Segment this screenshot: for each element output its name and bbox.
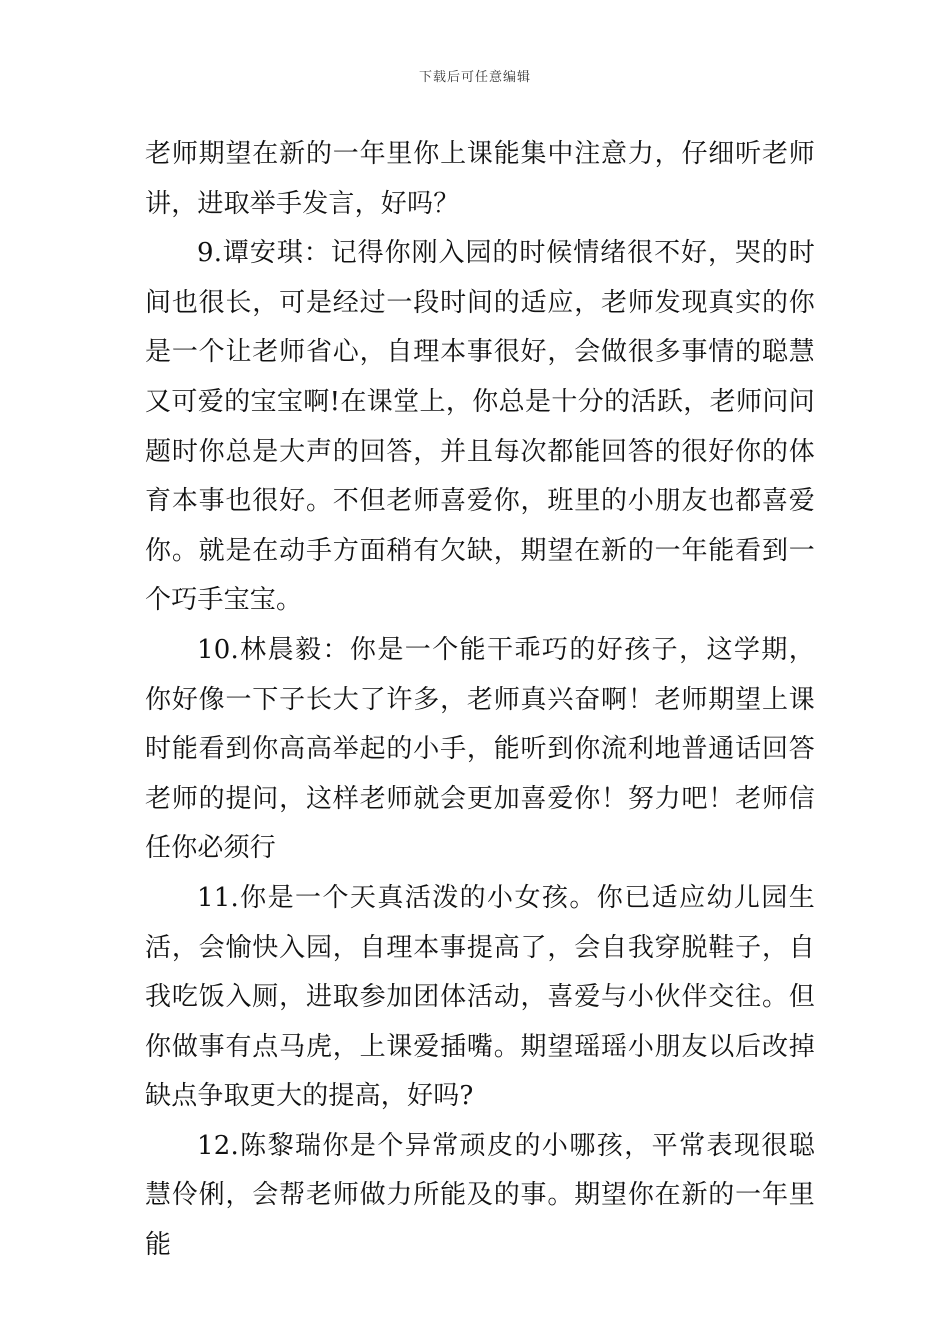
document-body — [145, 130, 815, 1271]
paragraph-2: 9.谭安琪：记得你刚入园的时候情绪很不好，哭的时间也很长，可是经过一段时间的适应，老师发现真实的你是一个让老师省心，自理本事很好，会做很多事情的聪慧又可爱的宝宝啊!在课堂上，你总是十分的活跃，老师问问题时你总是大声的回答，并且每次都能回答的很好你的体育本事也很好。不但老师喜爱你，班里的小朋友也都喜爱你。就是在动手方面稍有欠缺，期望在新的一年能看到一个巧手宝宝。 — [145, 238, 815, 616]
paragraph-3: 10.林晨毅：你是一个能干乖巧的好孩子，这学期，你好像一下子长大了许多，老师真兴奋啊！老师期望上课时能看到你高高举起的小手，能听到你流利地普通话回答老师的提问，这样老师就会更加喜爱你！努力吧！老师信任你必须行 — [145, 634, 815, 864]
paragraph-4: 11.你是一个天真活泼的小女孩。你已适应幼儿园生活，会愉快入园，自理本事提高了，会自我穿脱鞋子，自我吃饭入厕，进取参加团体活动，喜爱与小伙伴交往。但你做事有点马虎，上课爱插嘴。期望瑶瑶小朋友以后改掉缺点争取更大的提高，好吗? — [145, 882, 815, 1112]
paragraph-1: 老师期望在新的一年里你上课能集中注意力，仔细听老师讲，进取举手发言，好吗？ — [145, 139, 815, 219]
paragraph-5: 12.陈黎瑞你是个异常顽皮的小哪孩，平常表现很聪慧伶俐，会帮老师做力所能及的事。期望你在新的一年里能 — [145, 1130, 815, 1261]
page-header: 下载后可任意编辑 — [418, 70, 531, 85]
